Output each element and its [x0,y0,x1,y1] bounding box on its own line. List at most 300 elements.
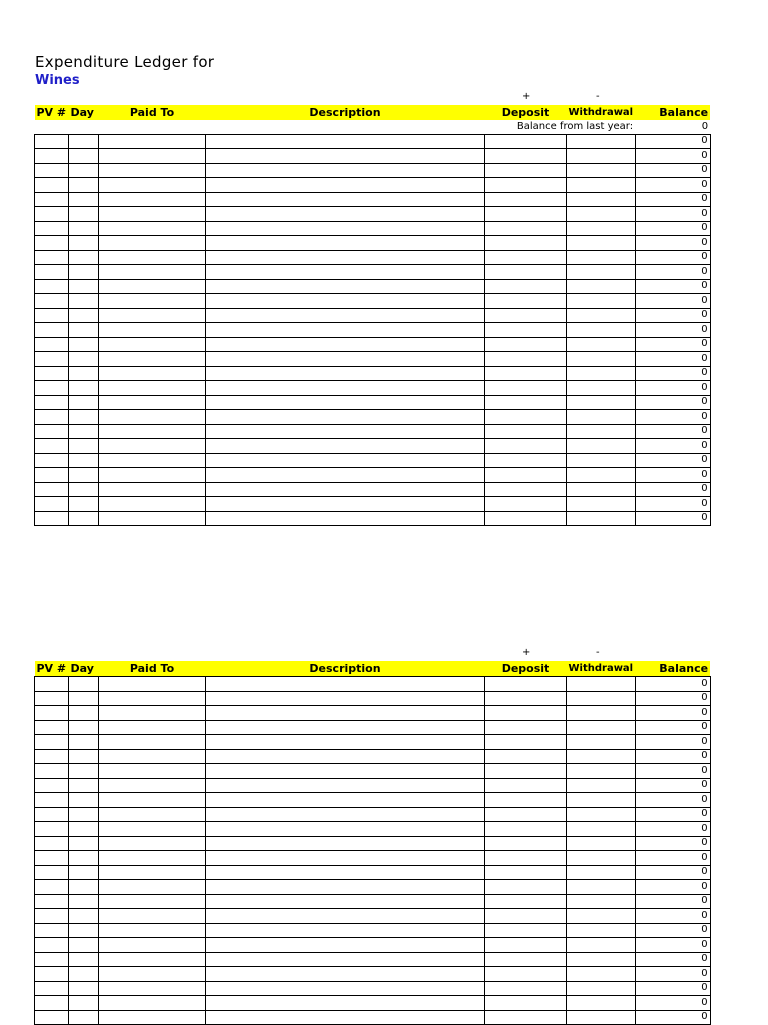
cell-withdrawal[interactable] [567,279,636,294]
cell-deposit[interactable] [485,192,567,207]
cell-description[interactable] [206,236,485,251]
cell-day[interactable] [69,468,99,483]
cell-deposit[interactable] [485,691,567,706]
cell-paid-to[interactable] [99,938,206,953]
cell-balance[interactable]: 0 [635,163,710,178]
cell-day[interactable] [69,178,99,193]
cell-balance[interactable]: 0 [635,439,710,454]
cell-pv[interactable] [35,366,69,381]
cell-paid-to[interactable] [99,453,206,468]
cell-balance[interactable]: 0 [635,482,710,497]
cell-description[interactable] [206,482,485,497]
cell-day[interactable] [69,366,99,381]
cell-paid-to[interactable] [99,410,206,425]
cell-paid-to[interactable] [99,706,206,721]
cell-day[interactable] [69,938,99,953]
cell-day[interactable] [69,735,99,750]
cell-deposit[interactable] [485,178,567,193]
cell-description[interactable] [206,923,485,938]
cell-paid-to[interactable] [99,323,206,338]
cell-deposit[interactable] [485,735,567,750]
cell-description[interactable] [206,497,485,512]
cell-balance[interactable]: 0 [635,178,710,193]
cell-day[interactable] [69,836,99,851]
cell-day[interactable] [69,395,99,410]
cell-paid-to[interactable] [99,366,206,381]
cell-pv[interactable] [35,865,69,880]
cell-deposit[interactable] [485,279,567,294]
cell-day[interactable] [69,996,99,1011]
cell-withdrawal[interactable] [567,836,636,851]
cell-balance[interactable]: 0 [635,511,710,526]
cell-day[interactable] [69,952,99,967]
cell-pv[interactable] [35,981,69,996]
cell-paid-to[interactable] [99,865,206,880]
cell-description[interactable] [206,778,485,793]
cell-day[interactable] [69,511,99,526]
cell-paid-to[interactable] [99,250,206,265]
cell-day[interactable] [69,909,99,924]
cell-balance[interactable]: 0 [635,250,710,265]
cell-paid-to[interactable] [99,749,206,764]
cell-paid-to[interactable] [99,308,206,323]
cell-day[interactable] [69,439,99,454]
cell-deposit[interactable] [485,822,567,837]
cell-withdrawal[interactable] [567,134,636,149]
cell-paid-to[interactable] [99,424,206,439]
cell-withdrawal[interactable] [567,706,636,721]
cell-deposit[interactable] [485,967,567,982]
cell-withdrawal[interactable] [567,967,636,982]
cell-pv[interactable] [35,294,69,309]
cell-withdrawal[interactable] [567,410,636,425]
cell-balance[interactable]: 0 [635,923,710,938]
cell-description[interactable] [206,352,485,367]
cell-withdrawal[interactable] [567,1010,636,1025]
cell-description[interactable] [206,294,485,309]
cell-withdrawal[interactable] [567,677,636,692]
cell-balance[interactable]: 0 [635,337,710,352]
cell-day[interactable] [69,967,99,982]
cell-description[interactable] [206,996,485,1011]
cell-paid-to[interactable] [99,511,206,526]
cell-paid-to[interactable] [99,691,206,706]
cell-balance[interactable]: 0 [635,793,710,808]
cell-pv[interactable] [35,1010,69,1025]
cell-deposit[interactable] [485,337,567,352]
cell-deposit[interactable] [485,764,567,779]
cell-balance[interactable]: 0 [635,677,710,692]
cell-day[interactable] [69,691,99,706]
cell-day[interactable] [69,793,99,808]
cell-pv[interactable] [35,163,69,178]
cell-description[interactable] [206,1010,485,1025]
cell-pv[interactable] [35,923,69,938]
cell-description[interactable] [206,323,485,338]
cell-withdrawal[interactable] [567,923,636,938]
cell-withdrawal[interactable] [567,807,636,822]
cell-description[interactable] [206,381,485,396]
cell-description[interactable] [206,822,485,837]
cell-day[interactable] [69,410,99,425]
cell-withdrawal[interactable] [567,178,636,193]
cell-paid-to[interactable] [99,439,206,454]
cell-withdrawal[interactable] [567,482,636,497]
cell-day[interactable] [69,207,99,222]
cell-deposit[interactable] [485,880,567,895]
cell-balance[interactable]: 0 [635,720,710,735]
cell-deposit[interactable] [485,923,567,938]
cell-pv[interactable] [35,677,69,692]
cell-deposit[interactable] [485,236,567,251]
cell-balance[interactable]: 0 [635,691,710,706]
cell-description[interactable] [206,207,485,222]
cell-pv[interactable] [35,308,69,323]
cell-day[interactable] [69,764,99,779]
cell-balance[interactable]: 0 [635,279,710,294]
cell-balance[interactable]: 0 [635,221,710,236]
cell-pv[interactable] [35,265,69,280]
cell-day[interactable] [69,865,99,880]
cell-balance[interactable]: 0 [635,497,710,512]
cell-deposit[interactable] [485,778,567,793]
cell-paid-to[interactable] [99,163,206,178]
cell-withdrawal[interactable] [567,880,636,895]
cell-day[interactable] [69,807,99,822]
cell-balance[interactable]: 0 [635,851,710,866]
cell-balance[interactable]: 0 [635,424,710,439]
cell-description[interactable] [206,851,485,866]
cell-description[interactable] [206,250,485,265]
cell-paid-to[interactable] [99,952,206,967]
cell-withdrawal[interactable] [567,424,636,439]
cell-balance[interactable]: 0 [635,134,710,149]
cell-pv[interactable] [35,236,69,251]
cell-description[interactable] [206,163,485,178]
cell-day[interactable] [69,497,99,512]
cell-description[interactable] [206,178,485,193]
cell-deposit[interactable] [485,308,567,323]
cell-description[interactable] [206,952,485,967]
cell-withdrawal[interactable] [567,749,636,764]
cell-withdrawal[interactable] [567,822,636,837]
cell-deposit[interactable] [485,482,567,497]
cell-balance[interactable]: 0 [635,323,710,338]
cell-withdrawal[interactable] [567,952,636,967]
cell-pv[interactable] [35,909,69,924]
cell-deposit[interactable] [485,851,567,866]
cell-pv[interactable] [35,851,69,866]
cell-day[interactable] [69,778,99,793]
cell-deposit[interactable] [485,294,567,309]
cell-paid-to[interactable] [99,497,206,512]
cell-deposit[interactable] [485,134,567,149]
cell-balance[interactable]: 0 [635,967,710,982]
cell-pv[interactable] [35,778,69,793]
cell-deposit[interactable] [485,807,567,822]
cell-pv[interactable] [35,793,69,808]
cell-withdrawal[interactable] [567,352,636,367]
cell-pv[interactable] [35,996,69,1011]
cell-deposit[interactable] [485,894,567,909]
cell-withdrawal[interactable] [567,265,636,280]
cell-withdrawal[interactable] [567,207,636,222]
cell-deposit[interactable] [485,938,567,953]
cell-paid-to[interactable] [99,851,206,866]
cell-deposit[interactable] [485,323,567,338]
cell-balance[interactable]: 0 [635,894,710,909]
cell-deposit[interactable] [485,424,567,439]
cell-deposit[interactable] [485,720,567,735]
cell-day[interactable] [69,453,99,468]
cell-pv[interactable] [35,337,69,352]
cell-paid-to[interactable] [99,482,206,497]
cell-paid-to[interactable] [99,981,206,996]
cell-paid-to[interactable] [99,352,206,367]
cell-withdrawal[interactable] [567,720,636,735]
cell-balance[interactable]: 0 [635,352,710,367]
cell-description[interactable] [206,134,485,149]
cell-paid-to[interactable] [99,149,206,164]
cell-day[interactable] [69,352,99,367]
cell-day[interactable] [69,424,99,439]
cell-balance[interactable]: 0 [635,468,710,483]
cell-withdrawal[interactable] [567,894,636,909]
cell-withdrawal[interactable] [567,764,636,779]
cell-pv[interactable] [35,967,69,982]
cell-pv[interactable] [35,134,69,149]
cell-balance[interactable]: 0 [635,308,710,323]
cell-balance[interactable]: 0 [635,807,710,822]
cell-paid-to[interactable] [99,192,206,207]
cell-pv[interactable] [35,352,69,367]
cell-day[interactable] [69,894,99,909]
cell-balance[interactable]: 0 [635,706,710,721]
cell-description[interactable] [206,691,485,706]
cell-day[interactable] [69,337,99,352]
cell-day[interactable] [69,250,99,265]
cell-pv[interactable] [35,192,69,207]
cell-withdrawal[interactable] [567,735,636,750]
cell-paid-to[interactable] [99,836,206,851]
cell-description[interactable] [206,720,485,735]
cell-paid-to[interactable] [99,764,206,779]
cell-pv[interactable] [35,149,69,164]
cell-pv[interactable] [35,749,69,764]
cell-deposit[interactable] [485,163,567,178]
cell-paid-to[interactable] [99,778,206,793]
cell-pv[interactable] [35,894,69,909]
cell-deposit[interactable] [485,996,567,1011]
cell-paid-to[interactable] [99,221,206,236]
cell-withdrawal[interactable] [567,395,636,410]
cell-withdrawal[interactable] [567,192,636,207]
cell-description[interactable] [206,967,485,982]
cell-deposit[interactable] [485,265,567,280]
cell-balance[interactable]: 0 [635,265,710,280]
cell-balance[interactable]: 0 [635,453,710,468]
cell-pv[interactable] [35,468,69,483]
cell-day[interactable] [69,749,99,764]
cell-paid-to[interactable] [99,178,206,193]
cell-description[interactable] [206,880,485,895]
cell-balance[interactable]: 0 [635,207,710,222]
cell-description[interactable] [206,511,485,526]
cell-pv[interactable] [35,410,69,425]
cell-day[interactable] [69,822,99,837]
cell-description[interactable] [206,894,485,909]
cell-pv[interactable] [35,439,69,454]
cell-day[interactable] [69,482,99,497]
cell-balance[interactable]: 0 [635,294,710,309]
cell-day[interactable] [69,923,99,938]
cell-paid-to[interactable] [99,807,206,822]
cell-pv[interactable] [35,207,69,222]
cell-withdrawal[interactable] [567,468,636,483]
cell-day[interactable] [69,323,99,338]
cell-pv[interactable] [35,424,69,439]
cell-paid-to[interactable] [99,735,206,750]
cell-withdrawal[interactable] [567,149,636,164]
cell-deposit[interactable] [485,981,567,996]
cell-description[interactable] [206,366,485,381]
cell-paid-to[interactable] [99,1010,206,1025]
cell-paid-to[interactable] [99,236,206,251]
cell-balance[interactable]: 0 [635,735,710,750]
cell-day[interactable] [69,720,99,735]
cell-pv[interactable] [35,938,69,953]
cell-balance[interactable]: 0 [635,952,710,967]
cell-deposit[interactable] [485,468,567,483]
cell-day[interactable] [69,381,99,396]
cell-paid-to[interactable] [99,996,206,1011]
cell-deposit[interactable] [485,749,567,764]
cell-withdrawal[interactable] [567,366,636,381]
cell-day[interactable] [69,1010,99,1025]
cell-day[interactable] [69,279,99,294]
cell-pv[interactable] [35,807,69,822]
cell-description[interactable] [206,677,485,692]
cell-withdrawal[interactable] [567,250,636,265]
cell-balance[interactable]: 0 [635,366,710,381]
cell-pv[interactable] [35,221,69,236]
cell-pv[interactable] [35,178,69,193]
cell-balance[interactable]: 0 [635,395,710,410]
cell-balance[interactable]: 0 [635,749,710,764]
cell-day[interactable] [69,677,99,692]
cell-balance[interactable]: 0 [635,822,710,837]
cell-pv[interactable] [35,323,69,338]
cell-paid-to[interactable] [99,894,206,909]
cell-deposit[interactable] [485,1010,567,1025]
cell-pv[interactable] [35,511,69,526]
cell-description[interactable] [206,909,485,924]
cell-day[interactable] [69,149,99,164]
cell-day[interactable] [69,851,99,866]
cell-pv[interactable] [35,706,69,721]
cell-paid-to[interactable] [99,468,206,483]
cell-pv[interactable] [35,395,69,410]
cell-description[interactable] [206,981,485,996]
cell-day[interactable] [69,134,99,149]
cell-withdrawal[interactable] [567,308,636,323]
cell-day[interactable] [69,221,99,236]
cell-pv[interactable] [35,764,69,779]
cell-pv[interactable] [35,381,69,396]
cell-paid-to[interactable] [99,822,206,837]
cell-pv[interactable] [35,952,69,967]
cell-withdrawal[interactable] [567,294,636,309]
cell-pv[interactable] [35,453,69,468]
cell-balance[interactable]: 0 [635,865,710,880]
cell-withdrawal[interactable] [567,865,636,880]
cell-description[interactable] [206,221,485,236]
cell-withdrawal[interactable] [567,497,636,512]
cell-description[interactable] [206,735,485,750]
cell-paid-to[interactable] [99,923,206,938]
cell-withdrawal[interactable] [567,909,636,924]
cell-day[interactable] [69,880,99,895]
cell-balance[interactable]: 0 [635,764,710,779]
cell-pv[interactable] [35,880,69,895]
cell-deposit[interactable] [485,952,567,967]
cell-withdrawal[interactable] [567,981,636,996]
cell-balance[interactable]: 0 [635,778,710,793]
cell-balance[interactable]: 0 [635,880,710,895]
cell-withdrawal[interactable] [567,778,636,793]
cell-description[interactable] [206,192,485,207]
cell-day[interactable] [69,308,99,323]
cell-paid-to[interactable] [99,134,206,149]
cell-pv[interactable] [35,822,69,837]
cell-withdrawal[interactable] [567,453,636,468]
cell-deposit[interactable] [485,793,567,808]
cell-paid-to[interactable] [99,720,206,735]
cell-deposit[interactable] [485,381,567,396]
cell-withdrawal[interactable] [567,323,636,338]
cell-description[interactable] [206,410,485,425]
cell-description[interactable] [206,865,485,880]
cell-pv[interactable] [35,735,69,750]
cell-pv[interactable] [35,482,69,497]
cell-day[interactable] [69,192,99,207]
cell-paid-to[interactable] [99,880,206,895]
cell-deposit[interactable] [485,865,567,880]
cell-description[interactable] [206,439,485,454]
cell-withdrawal[interactable] [567,439,636,454]
cell-paid-to[interactable] [99,967,206,982]
cell-deposit[interactable] [485,352,567,367]
cell-balance[interactable]: 0 [635,909,710,924]
cell-description[interactable] [206,749,485,764]
cell-withdrawal[interactable] [567,793,636,808]
cell-paid-to[interactable] [99,793,206,808]
cell-description[interactable] [206,807,485,822]
cell-withdrawal[interactable] [567,851,636,866]
cell-pv[interactable] [35,836,69,851]
cell-pv[interactable] [35,691,69,706]
cell-description[interactable] [206,337,485,352]
cell-deposit[interactable] [485,511,567,526]
cell-pv[interactable] [35,250,69,265]
cell-paid-to[interactable] [99,395,206,410]
cell-description[interactable] [206,395,485,410]
cell-paid-to[interactable] [99,677,206,692]
cell-description[interactable] [206,836,485,851]
cell-pv[interactable] [35,497,69,512]
cell-pv[interactable] [35,720,69,735]
cell-deposit[interactable] [485,706,567,721]
